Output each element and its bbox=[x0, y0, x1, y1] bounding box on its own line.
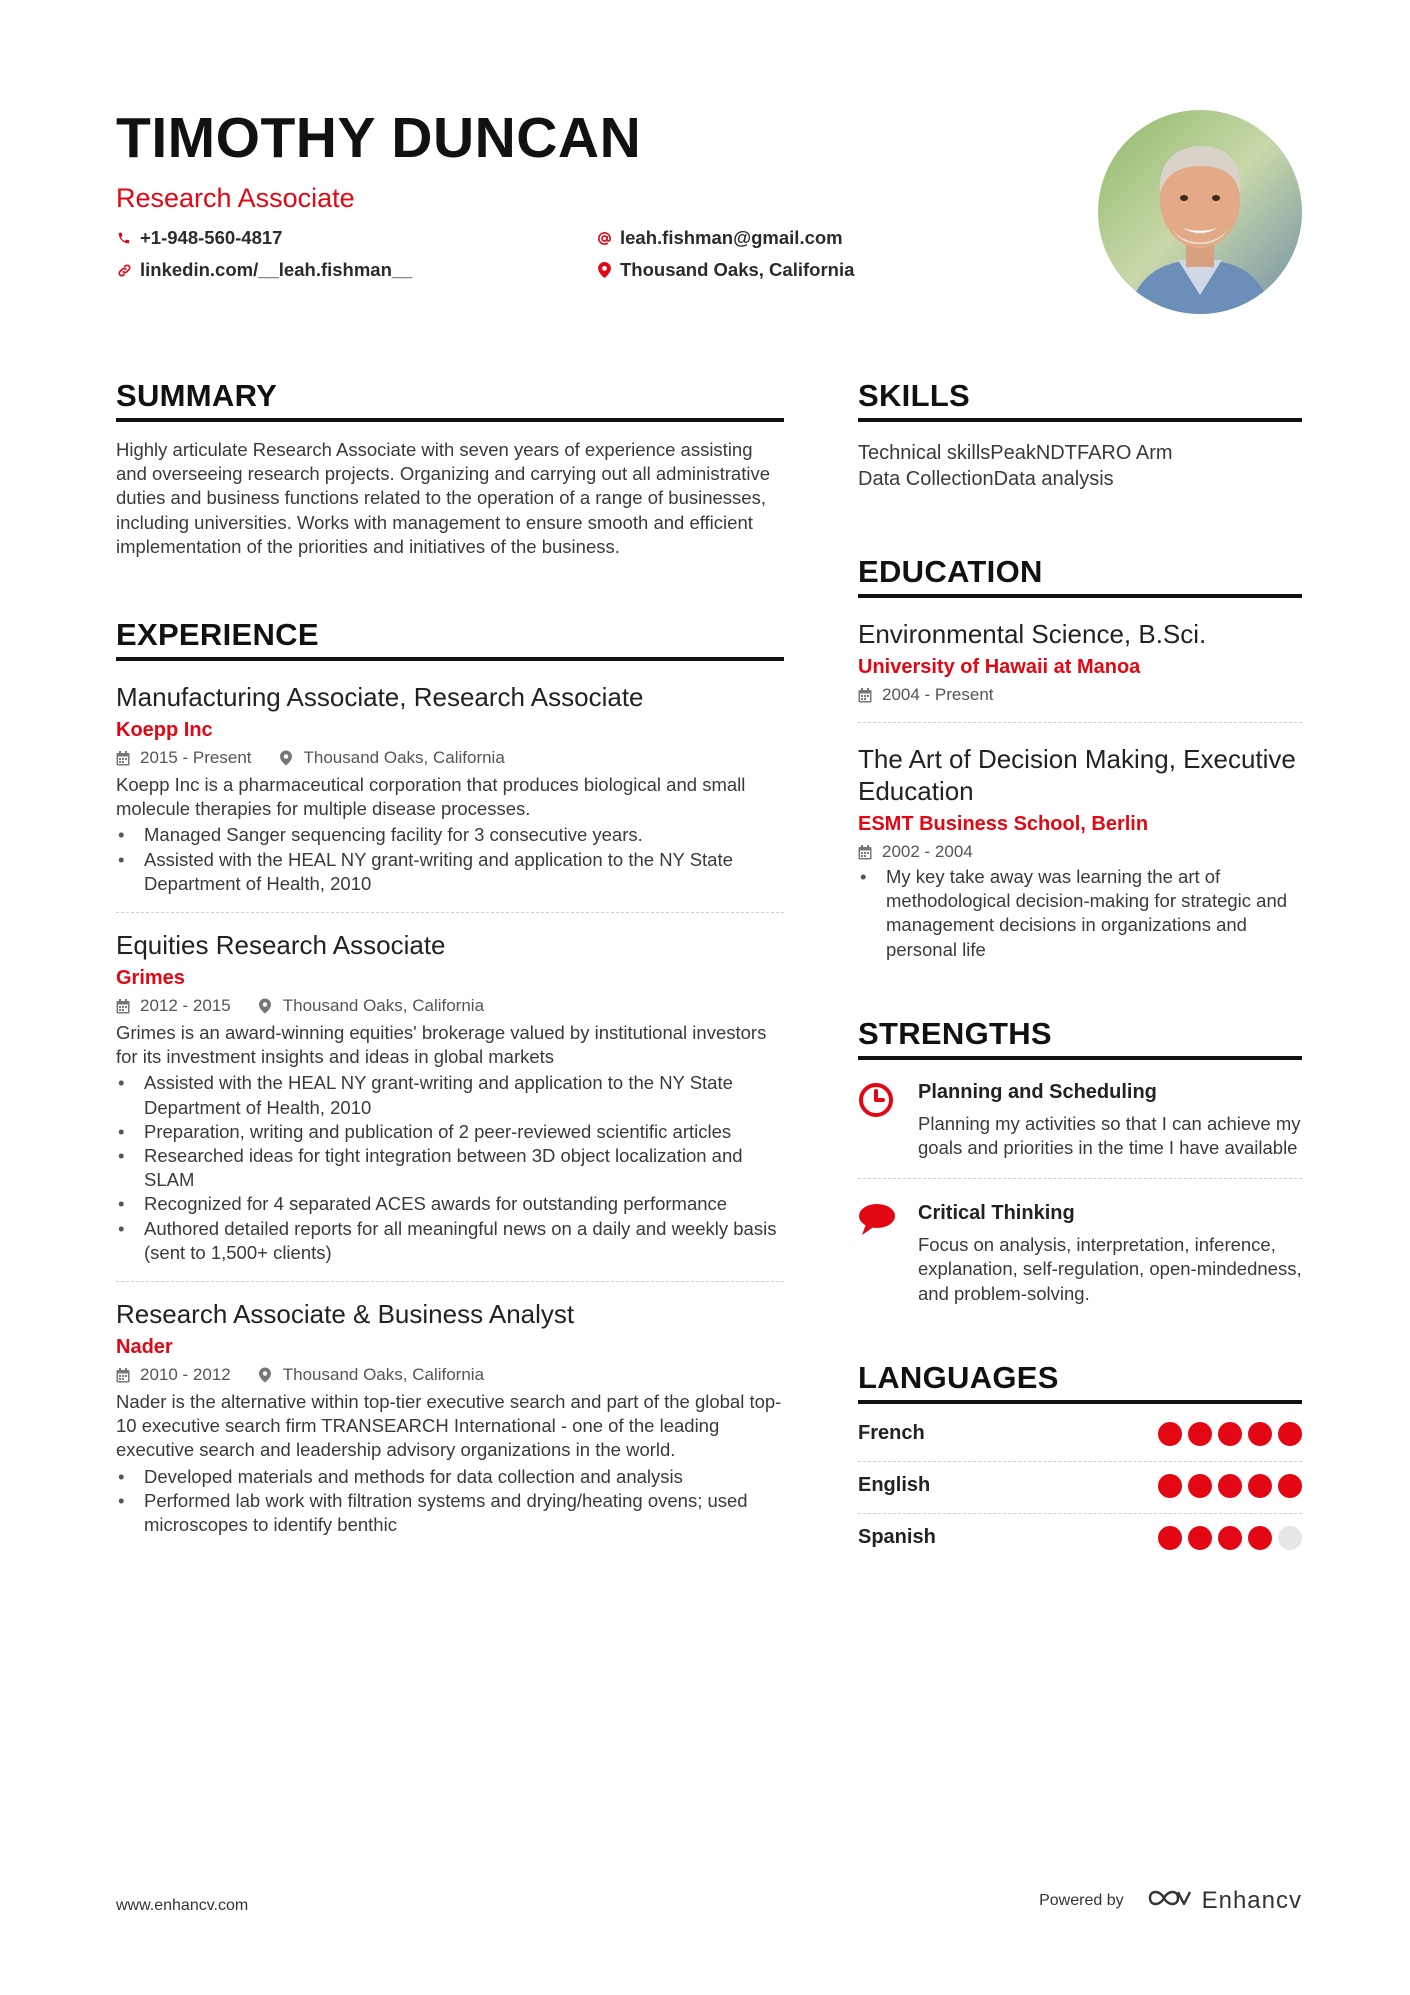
phone-icon bbox=[116, 229, 132, 247]
languages-heading: LANGUAGES bbox=[858, 1360, 1302, 1404]
job-location: Thousand Oaks, California bbox=[303, 748, 505, 768]
bullet-item: • Assisted with the HEAL NY grant-writing and application to the NY State Department of Health, 2010 bbox=[116, 1071, 784, 1119]
summary-section bbox=[116, 378, 784, 559]
job-entry bbox=[116, 1298, 784, 1553]
location-pin-icon bbox=[259, 998, 273, 1014]
link-icon bbox=[116, 261, 132, 279]
company-name: Koepp Inc bbox=[116, 719, 213, 742]
proficiency-dot-filled bbox=[1278, 1474, 1302, 1498]
footer-website[interactable]: www.enhancv.com bbox=[116, 1897, 249, 1914]
job-entry bbox=[116, 681, 784, 913]
proficiency-dots bbox=[1158, 1526, 1302, 1550]
school-name: ESMT Business School, Berlin bbox=[858, 813, 1149, 835]
proficiency-dot-filled bbox=[1188, 1422, 1212, 1446]
education-section bbox=[858, 554, 1302, 978]
contact-phone[interactable] bbox=[116, 228, 596, 248]
location-pin-icon bbox=[259, 1367, 273, 1383]
job-dates: 2015 - Present bbox=[140, 748, 252, 768]
contact-location bbox=[596, 260, 896, 280]
experience-section bbox=[116, 617, 784, 1553]
degree-title: The Art of Decision Making, Executive Education bbox=[858, 744, 1296, 806]
job-bullets bbox=[116, 823, 784, 896]
footer-branding bbox=[1039, 1886, 1302, 1915]
proficiency-dot-filled bbox=[1188, 1526, 1212, 1550]
job-title: Equities Research Associate bbox=[116, 930, 446, 961]
skills-heading: SKILLS bbox=[858, 378, 1302, 422]
proficiency-dot-filled bbox=[1218, 1474, 1242, 1498]
location-text: Thousand Oaks, California bbox=[620, 259, 855, 280]
bullet-item: • Performed lab work with filtration systems and drying/heating ovens; used microscopes to identify benthic bbox=[116, 1489, 784, 1537]
job-dates: 2012 - 2015 bbox=[140, 996, 231, 1016]
proficiency-dot-filled bbox=[1218, 1526, 1242, 1550]
proficiency-dot-filled bbox=[1218, 1422, 1242, 1446]
strength-title: Planning and Scheduling bbox=[918, 1080, 1157, 1103]
school-name: University of Hawaii at Manoa bbox=[858, 656, 1141, 678]
bullet-item: • My key take away was learning the art of methodological decision-making for strategic and management decisions in organizations and personal life bbox=[858, 865, 1302, 962]
location-pin-icon bbox=[280, 750, 294, 766]
language-name: English bbox=[858, 1474, 931, 1497]
resume-header bbox=[116, 108, 1076, 280]
location-pin-icon bbox=[596, 261, 612, 279]
proficiency-dot-filled bbox=[1158, 1526, 1182, 1550]
calendar-icon bbox=[116, 998, 130, 1014]
job-description: Koepp Inc is a pharmaceutical corporation that produces biological and small molecule therapies for multiple disease processes. bbox=[116, 774, 746, 820]
summary-text: Highly articulate Research Associate with seven years of experience assisting and overseeing research projects. Organizing and carrying out all administrative duties and business functions related to the operation of a range of businesses, including universities. Works with management to ensure smooth and efficient implementation of the priorities and initiatives of the business. bbox=[116, 439, 771, 557]
skills-line: Technical skillsPeakNDTFARO Arm bbox=[858, 442, 1173, 464]
proficiency-dot-filled bbox=[1248, 1526, 1272, 1550]
speech-bubble-icon bbox=[858, 1201, 918, 1306]
language-row bbox=[858, 1410, 1302, 1462]
email-text: leah.fishman@gmail.com bbox=[620, 227, 843, 248]
at-icon bbox=[596, 229, 612, 247]
education-entry bbox=[858, 743, 1302, 978]
proficiency-dot-filled bbox=[1158, 1422, 1182, 1446]
strength-description: Focus on analysis, interpretation, inference, explanation, self-regulation, open-mindedness, and problem-solving. bbox=[918, 1234, 1302, 1304]
company-name: Grimes bbox=[116, 967, 185, 990]
clock-icon bbox=[858, 1080, 918, 1160]
candidate-role: Research Associate bbox=[116, 183, 355, 213]
summary-heading: SUMMARY bbox=[116, 378, 784, 422]
job-location: Thousand Oaks, California bbox=[282, 996, 485, 1016]
education-meta bbox=[858, 841, 1302, 863]
education-bullets bbox=[858, 865, 1302, 962]
language-row bbox=[858, 1462, 1302, 1514]
calendar-icon bbox=[858, 687, 872, 703]
company-name: Nader bbox=[116, 1336, 173, 1359]
proficiency-dot-filled bbox=[1158, 1474, 1182, 1498]
powered-by-text: Powered by bbox=[1039, 1891, 1124, 1909]
bullet-item: • Managed Sanger sequencing facility for 3 consecutive years. bbox=[116, 823, 784, 847]
contact-email[interactable] bbox=[596, 228, 896, 248]
strength-item bbox=[858, 1080, 1302, 1179]
job-description: Grimes is an award-winning equities' brokerage valued by institutional investors for its investment insights and ideas in global markets bbox=[116, 1022, 767, 1068]
education-meta bbox=[858, 684, 1302, 706]
skills-line: Data CollectionData analysis bbox=[858, 468, 1114, 490]
brand-name: Enhancv bbox=[1201, 1886, 1302, 1914]
job-meta bbox=[116, 747, 784, 769]
proficiency-dots bbox=[1158, 1474, 1302, 1498]
phone-text: +1-948-560-4817 bbox=[140, 227, 283, 248]
education-heading: EDUCATION bbox=[858, 554, 1302, 598]
education-entry bbox=[858, 618, 1302, 723]
skills-section bbox=[858, 378, 1302, 492]
proficiency-dots bbox=[1158, 1422, 1302, 1446]
education-dates: 2002 - 2004 bbox=[882, 842, 973, 861]
contact-linkedin[interactable] bbox=[116, 260, 596, 280]
linkedin-text: linkedin.com/__leah.fishman__ bbox=[140, 259, 413, 280]
candidate-name: TIMOTHY DUNCAN bbox=[116, 106, 642, 170]
job-title: Manufacturing Associate, Research Associate bbox=[116, 682, 644, 713]
bullet-item: • Preparation, writing and publication of 2 peer-reviewed scientific articles bbox=[116, 1120, 784, 1144]
strengths-section bbox=[858, 1016, 1302, 1324]
strength-item bbox=[858, 1201, 1302, 1324]
proficiency-dot-filled bbox=[1188, 1474, 1212, 1498]
left-column bbox=[116, 378, 784, 1583]
language-row bbox=[858, 1514, 1302, 1565]
bullet-item: • Researched ideas for tight integration between 3D object localization and SLAM bbox=[116, 1144, 784, 1192]
strength-title: Critical Thinking bbox=[918, 1202, 1075, 1225]
experience-heading: EXPERIENCE bbox=[116, 617, 784, 661]
calendar-icon bbox=[116, 1367, 130, 1383]
enhancv-logo-icon bbox=[1146, 1886, 1192, 1915]
job-bullets bbox=[116, 1071, 784, 1265]
proficiency-dot-filled bbox=[1248, 1422, 1272, 1446]
bullet-item: • Developed materials and methods for data collection and analysis bbox=[116, 1465, 784, 1489]
strength-description: Planning my activities so that I can achieve my goals and priorities in the time I have available bbox=[918, 1112, 1301, 1159]
education-dates: 2004 - Present bbox=[882, 685, 994, 704]
calendar-icon bbox=[858, 844, 872, 860]
language-name: French bbox=[858, 1422, 925, 1445]
bullet-item: • Assisted with the HEAL NY grant-writing and application to the NY State Department of Health, 2010 bbox=[116, 848, 784, 896]
languages-section bbox=[858, 1360, 1302, 1565]
job-title: Research Associate & Business Analyst bbox=[116, 1299, 575, 1330]
bullet-item: • Recognized for 4 separated ACES awards for outstanding performance bbox=[116, 1192, 784, 1216]
job-meta bbox=[116, 995, 784, 1017]
calendar-icon bbox=[116, 750, 130, 766]
language-name: Spanish bbox=[858, 1526, 936, 1549]
proficiency-dot-filled bbox=[1278, 1422, 1302, 1446]
job-entry bbox=[116, 929, 784, 1282]
contact-list bbox=[116, 228, 1076, 280]
proficiency-dot-empty bbox=[1278, 1526, 1302, 1550]
strengths-heading: STRENGTHS bbox=[858, 1016, 1302, 1060]
proficiency-dot-filled bbox=[1248, 1474, 1272, 1498]
profile-photo bbox=[1098, 110, 1302, 314]
job-meta bbox=[116, 1364, 784, 1386]
degree-title: Environmental Science, B.Sci. bbox=[858, 619, 1207, 649]
bullet-item: • Authored detailed reports for all meaningful news on a daily and weekly basis (sent to 1,500+ clients) bbox=[116, 1217, 784, 1265]
job-bullets bbox=[116, 1465, 784, 1538]
job-location: Thousand Oaks, California bbox=[282, 1365, 485, 1385]
job-description: Nader is the alternative within top-tier executive search and part of the global top-10 executive search firm TRANSEARCH International - one of the leading executive search and leadership advisory organizations in the world. bbox=[116, 1391, 782, 1461]
job-dates: 2010 - 2012 bbox=[140, 1365, 231, 1385]
right-column bbox=[858, 378, 1302, 1595]
